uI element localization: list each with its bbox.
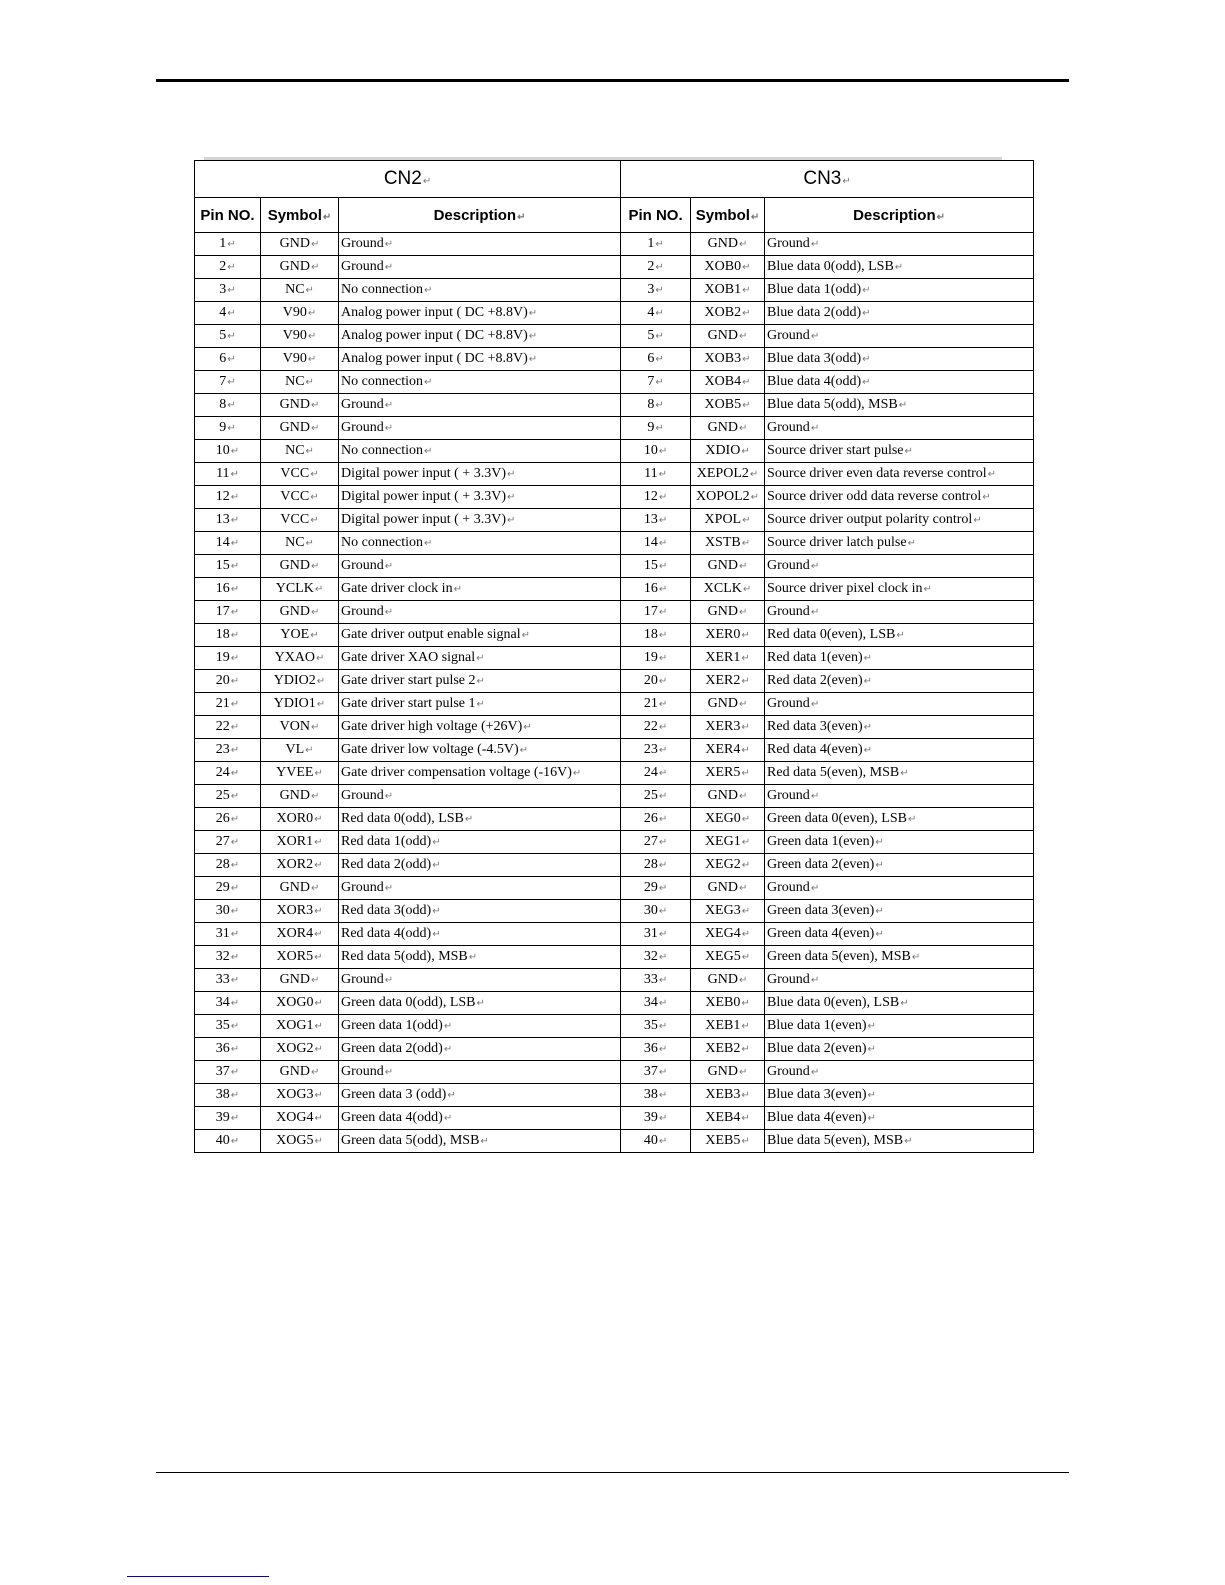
cn2-symbol-cell: VCC↵ <box>261 509 339 532</box>
cn2-symbol-cell: GND↵ <box>261 394 339 417</box>
cn2-description-cell: Ground↵ <box>339 601 621 624</box>
table-row <box>195 486 1034 509</box>
cn3-pin-cell: 24↵ <box>621 762 691 785</box>
cn2-description-cell: Gate driver high voltage (+26V)↵ <box>339 716 621 739</box>
cn3-description-cell: Blue data 1(even)↵ <box>765 1015 1034 1038</box>
table-row <box>195 624 1034 647</box>
cn2-description-cell: Ground↵ <box>339 417 621 440</box>
cn3-symbol-cell: XOB5↵ <box>691 394 765 417</box>
cn3-description-cell: Blue data 4(even)↵ <box>765 1107 1034 1130</box>
cn2-pin-cell: 14↵ <box>195 532 261 555</box>
cn2-symbol-cell: XOR5↵ <box>261 946 339 969</box>
table-row <box>195 256 1034 279</box>
cn3-description-cell: Blue data 2(odd)↵ <box>765 302 1034 325</box>
cn2-pin-cell: 11↵ <box>195 463 261 486</box>
cn3-description-cell: Source driver even data reverse control↵ <box>765 463 1034 486</box>
cn2-description-cell: No connection↵ <box>339 279 621 302</box>
table-row <box>195 578 1034 601</box>
cn3-description-cell: Blue data 1(odd)↵ <box>765 279 1034 302</box>
cn3-symbol-cell: XER4↵ <box>691 739 765 762</box>
cn3-symbol-cell: XEB5↵ <box>691 1130 765 1153</box>
cn2-pin-cell: 13↵ <box>195 509 261 532</box>
cn3-description-cell: Green data 0(even), LSB↵ <box>765 808 1034 831</box>
table-row <box>195 670 1034 693</box>
cn3-description-cell: Ground↵ <box>765 325 1034 348</box>
cn3-symbol-cell: XEB0↵ <box>691 992 765 1015</box>
cn3-pin-cell: 37↵ <box>621 1061 691 1084</box>
cn3-description-cell: Red data 5(even), MSB↵ <box>765 762 1034 785</box>
cn3-symbol-cell: XEB4↵ <box>691 1107 765 1130</box>
cn2-description-cell: Ground↵ <box>339 394 621 417</box>
cn2-pin-cell: 21↵ <box>195 693 261 716</box>
cn2-description-cell: Ground↵ <box>339 969 621 992</box>
cn3-symbol-cell: XEB1↵ <box>691 1015 765 1038</box>
cn3-pin-cell: 5↵ <box>621 325 691 348</box>
cn2-description-cell: Gate driver start pulse 2↵ <box>339 670 621 693</box>
cn2-symbol-cell: VCC↵ <box>261 486 339 509</box>
cn3-description-cell: Source driver output polarity control↵ <box>765 509 1034 532</box>
cn3-pin-cell: 40↵ <box>621 1130 691 1153</box>
cn3-pin-cell: 7↵ <box>621 371 691 394</box>
table-row <box>195 716 1034 739</box>
cn3-symbol-cell: XOB3↵ <box>691 348 765 371</box>
cn2-pin-cell: 19↵ <box>195 647 261 670</box>
cn3-symbol-cell: XOB0↵ <box>691 256 765 279</box>
table-row <box>195 739 1034 762</box>
cn2-pin-cell: 6↵ <box>195 348 261 371</box>
cn2-symbol-cell: XOR4↵ <box>261 923 339 946</box>
table-row <box>195 946 1034 969</box>
cn2-pin-cell: 28↵ <box>195 854 261 877</box>
cn2-symbol-cell: GND↵ <box>261 785 339 808</box>
cn3-pin-cell: 28↵ <box>621 854 691 877</box>
cn3-pin-cell: 19↵ <box>621 647 691 670</box>
cn3-symbol-cell: GND↵ <box>691 1061 765 1084</box>
cn2-pin-cell: 38↵ <box>195 1084 261 1107</box>
cn2-description-cell: Gate driver start pulse 1↵ <box>339 693 621 716</box>
cn3-description-cell: Blue data 5(odd), MSB↵ <box>765 394 1034 417</box>
cn3-symbol-cell: GND↵ <box>691 325 765 348</box>
cn3-description-cell: Red data 3(even)↵ <box>765 716 1034 739</box>
cn2-description-cell: Digital power input ( + 3.3V)↵ <box>339 486 621 509</box>
cn3-pin-cell: 21↵ <box>621 693 691 716</box>
cn2-description-cell: Digital power input ( + 3.3V)↵ <box>339 463 621 486</box>
cn3-pin-cell: 3↵ <box>621 279 691 302</box>
cn3-description-cell: Ground↵ <box>765 417 1034 440</box>
cn2-pin-cell: 10↵ <box>195 440 261 463</box>
cn2-description-cell: Gate driver low voltage (-4.5V)↵ <box>339 739 621 762</box>
cn3-pin-cell: 34↵ <box>621 992 691 1015</box>
cn2-description-cell: Analog power input ( DC +8.8V)↵ <box>339 302 621 325</box>
cn2-symbol-cell: NC↵ <box>261 371 339 394</box>
cn2-pin-cell: 23↵ <box>195 739 261 762</box>
cn3-pin-cell: 18↵ <box>621 624 691 647</box>
cn2-pin-cell: 8↵ <box>195 394 261 417</box>
cn3-pin-cell: 17↵ <box>621 601 691 624</box>
cn2-description-cell: Gate driver compensation voltage (-16V)↵ <box>339 762 621 785</box>
cn3-pin-cell: 6↵ <box>621 348 691 371</box>
cn3-symbol-cell: XER2↵ <box>691 670 765 693</box>
cn3-description-cell: Blue data 0(odd), LSB↵ <box>765 256 1034 279</box>
cn3-pin-cell: 39↵ <box>621 1107 691 1130</box>
cn2-symbol-cell: XOG3↵ <box>261 1084 339 1107</box>
cn3-pin-cell: 9↵ <box>621 417 691 440</box>
cn2-description-cell: Ground↵ <box>339 1061 621 1084</box>
cn3-symbol-cell: GND↵ <box>691 555 765 578</box>
cn2-description-cell: No connection↵ <box>339 532 621 555</box>
cn2-symbol-cell: XOG5↵ <box>261 1130 339 1153</box>
cn2-pin-cell: 39↵ <box>195 1107 261 1130</box>
cn2-description-cell: Green data 4(odd)↵ <box>339 1107 621 1130</box>
cn2-symbol-cell: V90↵ <box>261 348 339 371</box>
cn2-description-cell: Red data 3(odd)↵ <box>339 900 621 923</box>
table-row <box>195 1015 1034 1038</box>
table-row <box>195 1107 1034 1130</box>
cn3-description-cell: Red data 0(even), LSB↵ <box>765 624 1034 647</box>
cn2-description-cell: Analog power input ( DC +8.8V)↵ <box>339 348 621 371</box>
cn3-pin-cell: 15↵ <box>621 555 691 578</box>
cn3-symbol-cell: XPOL↵ <box>691 509 765 532</box>
cn3-description-cell: Red data 4(even)↵ <box>765 739 1034 762</box>
cn3-description-cell: Ground↵ <box>765 1061 1034 1084</box>
cn2-pin-cell: 3↵ <box>195 279 261 302</box>
cn2-description-header: Description↵ <box>339 198 621 233</box>
cn2-symbol-cell: GND↵ <box>261 417 339 440</box>
cn2-symbol-cell: XOR3↵ <box>261 900 339 923</box>
cn3-description-cell: Source driver latch pulse↵ <box>765 532 1034 555</box>
cn3-symbol-cell: XDIO↵ <box>691 440 765 463</box>
cn2-pin-cell: 35↵ <box>195 1015 261 1038</box>
cn2-description-cell: Ground↵ <box>339 877 621 900</box>
cn3-pin-cell: 10↵ <box>621 440 691 463</box>
cn2-symbol-cell: XOG4↵ <box>261 1107 339 1130</box>
table-row <box>195 440 1034 463</box>
footer-rule <box>156 1472 1069 1473</box>
cn2-pin-cell: 7↵ <box>195 371 261 394</box>
cn3-description-header: Description↵ <box>765 198 1034 233</box>
cn3-symbol-cell: GND↵ <box>691 693 765 716</box>
cn3-pin-cell: 32↵ <box>621 946 691 969</box>
footer-link-underline <box>127 1576 269 1577</box>
connector-header-row <box>195 161 1034 198</box>
cn3-description-cell: Green data 5(even), MSB↵ <box>765 946 1034 969</box>
column-header-row <box>195 198 1034 233</box>
cn2-symbol-cell: GND↵ <box>261 1061 339 1084</box>
table-row <box>195 532 1034 555</box>
cn2-description-cell: No connection↵ <box>339 371 621 394</box>
cn2-symbol-cell: VON↵ <box>261 716 339 739</box>
cn2-symbol-cell: GND↵ <box>261 969 339 992</box>
cn3-symbol-cell: XEG4↵ <box>691 923 765 946</box>
cn2-symbol-cell: GND↵ <box>261 601 339 624</box>
cn3-pin-cell: 35↵ <box>621 1015 691 1038</box>
cn3-description-cell: Blue data 5(even), MSB↵ <box>765 1130 1034 1153</box>
table-row <box>195 1130 1034 1153</box>
cn2-description-cell: Green data 0(odd), LSB↵ <box>339 992 621 1015</box>
cn3-symbol-cell: XCLK↵ <box>691 578 765 601</box>
cn3-description-cell: Red data 2(even)↵ <box>765 670 1034 693</box>
cn3-description-cell: Red data 1(even)↵ <box>765 647 1034 670</box>
cn2-pin-cell: 9↵ <box>195 417 261 440</box>
cn2-description-cell: Green data 2(odd)↵ <box>339 1038 621 1061</box>
cn3-description-cell: Source driver odd data reverse control↵ <box>765 486 1034 509</box>
cn2-pin-cell: 30↵ <box>195 900 261 923</box>
table-row <box>195 394 1034 417</box>
cn3-pin-cell: 22↵ <box>621 716 691 739</box>
table-row <box>195 831 1034 854</box>
cn2-description-cell: Analog power input ( DC +8.8V)↵ <box>339 325 621 348</box>
table-row <box>195 417 1034 440</box>
cn3-symbol-cell: XOB1↵ <box>691 279 765 302</box>
cn2-pin-cell: 29↵ <box>195 877 261 900</box>
cn3-symbol-cell: XSTB↵ <box>691 532 765 555</box>
cn3-symbol-cell: XEPOL2↵ <box>691 463 765 486</box>
cn2-pin-cell: 31↵ <box>195 923 261 946</box>
cn3-symbol-cell: XEG2↵ <box>691 854 765 877</box>
cn3-pin-cell: 38↵ <box>621 1084 691 1107</box>
cn3-symbol-cell: GND↵ <box>691 877 765 900</box>
cn2-pin-cell: 1↵ <box>195 233 261 256</box>
cn3-description-cell: Blue data 4(odd)↵ <box>765 371 1034 394</box>
cn3-symbol-cell: XER5↵ <box>691 762 765 785</box>
table-row <box>195 808 1034 831</box>
cn2-symbol-cell: YCLK↵ <box>261 578 339 601</box>
table-row <box>195 647 1034 670</box>
cn3-description-cell: Green data 2(even)↵ <box>765 854 1034 877</box>
table-row <box>195 1061 1034 1084</box>
cn2-description-cell: Ground↵ <box>339 785 621 808</box>
cn3-pin-cell: 16↵ <box>621 578 691 601</box>
cn3-symbol-cell: GND↵ <box>691 969 765 992</box>
cn2-pin-cell: 17↵ <box>195 601 261 624</box>
cn2-description-cell: Ground↵ <box>339 233 621 256</box>
cn2-pin-cell: 33↵ <box>195 969 261 992</box>
cn2-pin-cell: 4↵ <box>195 302 261 325</box>
cn2-description-cell: Gate driver XAO signal↵ <box>339 647 621 670</box>
cn2-symbol-cell: XOG0↵ <box>261 992 339 1015</box>
cn3-description-cell: Source driver pixel clock in↵ <box>765 578 1034 601</box>
table-row <box>195 762 1034 785</box>
cn3-pin-cell: 30↵ <box>621 900 691 923</box>
cn2-description-cell: No connection↵ <box>339 440 621 463</box>
cn2-symbol-cell: YVEE↵ <box>261 762 339 785</box>
cn3-pin-cell: 2↵ <box>621 256 691 279</box>
cn3-description-cell: Ground↵ <box>765 969 1034 992</box>
table-row <box>195 900 1034 923</box>
table-row <box>195 601 1034 624</box>
cn2-symbol-cell: YXAO↵ <box>261 647 339 670</box>
cn2-symbol-cell: XOR0↵ <box>261 808 339 831</box>
cn2-pin-cell: 2↵ <box>195 256 261 279</box>
cn2-pin-cell: 12↵ <box>195 486 261 509</box>
cn2-pin-cell: 16↵ <box>195 578 261 601</box>
table-row <box>195 785 1034 808</box>
table-row <box>195 325 1034 348</box>
cn3-pin-cell: 11↵ <box>621 463 691 486</box>
cn3-pin-cell: 12↵ <box>621 486 691 509</box>
cn2-symbol-cell: VL↵ <box>261 739 339 762</box>
cn3-symbol-cell: XEG5↵ <box>691 946 765 969</box>
cn2-symbol-cell: XOR2↵ <box>261 854 339 877</box>
cn3-symbol-cell: XOB4↵ <box>691 371 765 394</box>
cn2-symbol-cell: YDIO2↵ <box>261 670 339 693</box>
cn2-description-cell: Gate driver clock in↵ <box>339 578 621 601</box>
cn3-pin-cell: 8↵ <box>621 394 691 417</box>
cn2-symbol-cell: V90↵ <box>261 302 339 325</box>
cn2-pin-header: Pin NO. <box>195 198 261 233</box>
table-row <box>195 969 1034 992</box>
cn3-symbol-cell: GND↵ <box>691 785 765 808</box>
cn2-description-cell: Ground↵ <box>339 555 621 578</box>
pin-assignment-table <box>194 160 1034 1153</box>
cn2-description-cell: Red data 2(odd)↵ <box>339 854 621 877</box>
cn2-symbol-header: Symbol↵ <box>261 198 339 233</box>
table-row <box>195 923 1034 946</box>
cn3-description-cell: Green data 1(even)↵ <box>765 831 1034 854</box>
cn3-pin-header: Pin NO. <box>621 198 691 233</box>
cn2-symbol-cell: GND↵ <box>261 256 339 279</box>
table-row <box>195 279 1034 302</box>
cn2-pin-cell: 25↵ <box>195 785 261 808</box>
cn2-description-cell: Red data 4(odd)↵ <box>339 923 621 946</box>
cn3-description-cell: Green data 4(even)↵ <box>765 923 1034 946</box>
cn2-symbol-cell: V90↵ <box>261 325 339 348</box>
cn2-symbol-cell: VCC↵ <box>261 463 339 486</box>
cn3-pin-cell: 20↵ <box>621 670 691 693</box>
cn2-symbol-cell: GND↵ <box>261 877 339 900</box>
table-row <box>195 693 1034 716</box>
connector-title-cn2: CN2↵ <box>195 161 621 198</box>
cn3-pin-cell: 33↵ <box>621 969 691 992</box>
cn3-description-cell: Green data 3(even)↵ <box>765 900 1034 923</box>
cn2-symbol-cell: XOG2↵ <box>261 1038 339 1061</box>
cn2-pin-cell: 24↵ <box>195 762 261 785</box>
cn3-pin-cell: 27↵ <box>621 831 691 854</box>
cn3-symbol-cell: XOB2↵ <box>691 302 765 325</box>
cn3-pin-cell: 1↵ <box>621 233 691 256</box>
cn3-symbol-cell: XER3↵ <box>691 716 765 739</box>
cn3-description-cell: Blue data 0(even), LSB↵ <box>765 992 1034 1015</box>
cn3-symbol-cell: XEB2↵ <box>691 1038 765 1061</box>
cn3-pin-cell: 14↵ <box>621 532 691 555</box>
cn3-pin-cell: 26↵ <box>621 808 691 831</box>
cn3-symbol-cell: GND↵ <box>691 233 765 256</box>
cn2-pin-cell: 22↵ <box>195 716 261 739</box>
cn3-pin-cell: 25↵ <box>621 785 691 808</box>
cn2-symbol-cell: NC↵ <box>261 532 339 555</box>
cn2-symbol-cell: YOE↵ <box>261 624 339 647</box>
cn3-description-cell: Ground↵ <box>765 877 1034 900</box>
table-row <box>195 509 1034 532</box>
cn3-symbol-cell: XEG0↵ <box>691 808 765 831</box>
cn3-description-cell: Source driver start pulse↵ <box>765 440 1034 463</box>
cn3-symbol-cell: XEG1↵ <box>691 831 765 854</box>
table-row <box>195 233 1034 256</box>
cn2-symbol-cell: XOR1↵ <box>261 831 339 854</box>
cn3-symbol-cell: XER1↵ <box>691 647 765 670</box>
table-row <box>195 992 1034 1015</box>
cn3-pin-cell: 4↵ <box>621 302 691 325</box>
cn2-pin-cell: 26↵ <box>195 808 261 831</box>
cn3-description-cell: Ground↵ <box>765 785 1034 808</box>
cn3-description-cell: Ground↵ <box>765 233 1034 256</box>
table-row <box>195 348 1034 371</box>
cn3-symbol-cell: GND↵ <box>691 601 765 624</box>
cn2-pin-cell: 27↵ <box>195 831 261 854</box>
cn2-description-cell: Gate driver output enable signal↵ <box>339 624 621 647</box>
cn2-pin-cell: 37↵ <box>195 1061 261 1084</box>
cn2-symbol-cell: GND↵ <box>261 555 339 578</box>
cn2-description-cell: Red data 5(odd), MSB↵ <box>339 946 621 969</box>
table-row <box>195 877 1034 900</box>
cn2-pin-cell: 20↵ <box>195 670 261 693</box>
table-row <box>195 463 1034 486</box>
cn2-symbol-cell: YDIO1↵ <box>261 693 339 716</box>
connector-title-cn3: CN3↵ <box>621 161 1034 198</box>
cn3-pin-cell: 36↵ <box>621 1038 691 1061</box>
cn3-description-cell: Ground↵ <box>765 693 1034 716</box>
cn3-pin-cell: 13↵ <box>621 509 691 532</box>
cn2-pin-cell: 15↵ <box>195 555 261 578</box>
cn3-description-cell: Ground↵ <box>765 555 1034 578</box>
cn3-symbol-cell: XEB3↵ <box>691 1084 765 1107</box>
cn2-symbol-cell: NC↵ <box>261 440 339 463</box>
cn2-symbol-cell: NC↵ <box>261 279 339 302</box>
cn3-symbol-cell: XER0↵ <box>691 624 765 647</box>
cn3-symbol-header: Symbol↵ <box>691 198 765 233</box>
cn3-description-cell: Blue data 2(even)↵ <box>765 1038 1034 1061</box>
pin-rows <box>195 233 1034 1153</box>
table-row <box>195 555 1034 578</box>
cn2-pin-cell: 18↵ <box>195 624 261 647</box>
cn3-symbol-cell: GND↵ <box>691 417 765 440</box>
cn2-pin-cell: 5↵ <box>195 325 261 348</box>
cn3-pin-cell: 23↵ <box>621 739 691 762</box>
header-rule <box>156 79 1069 82</box>
cn3-pin-cell: 29↵ <box>621 877 691 900</box>
cn2-symbol-cell: XOG1↵ <box>261 1015 339 1038</box>
cn3-description-cell: Blue data 3(even)↵ <box>765 1084 1034 1107</box>
cn2-pin-cell: 40↵ <box>195 1130 261 1153</box>
cn2-description-cell: Green data 3 (odd)↵ <box>339 1084 621 1107</box>
table-row <box>195 371 1034 394</box>
cn2-symbol-cell: GND↵ <box>261 233 339 256</box>
cn2-pin-cell: 34↵ <box>195 992 261 1015</box>
cn2-description-cell: Green data 5(odd), MSB↵ <box>339 1130 621 1153</box>
cn2-description-cell: Red data 0(odd), LSB↵ <box>339 808 621 831</box>
table-row <box>195 302 1034 325</box>
cn2-description-cell: Ground↵ <box>339 256 621 279</box>
cn2-pin-cell: 32↵ <box>195 946 261 969</box>
table-row <box>195 1038 1034 1061</box>
table-row <box>195 854 1034 877</box>
cn3-symbol-cell: XOPOL2↵ <box>691 486 765 509</box>
cn2-description-cell: Red data 1(odd)↵ <box>339 831 621 854</box>
cn2-pin-cell: 36↵ <box>195 1038 261 1061</box>
cn3-description-cell: Blue data 3(odd)↵ <box>765 348 1034 371</box>
cn3-pin-cell: 31↵ <box>621 923 691 946</box>
cn2-description-cell: Digital power input ( + 3.3V)↵ <box>339 509 621 532</box>
cn2-description-cell: Green data 1(odd)↵ <box>339 1015 621 1038</box>
cn3-symbol-cell: XEG3↵ <box>691 900 765 923</box>
cn3-description-cell: Ground↵ <box>765 601 1034 624</box>
table-row <box>195 1084 1034 1107</box>
